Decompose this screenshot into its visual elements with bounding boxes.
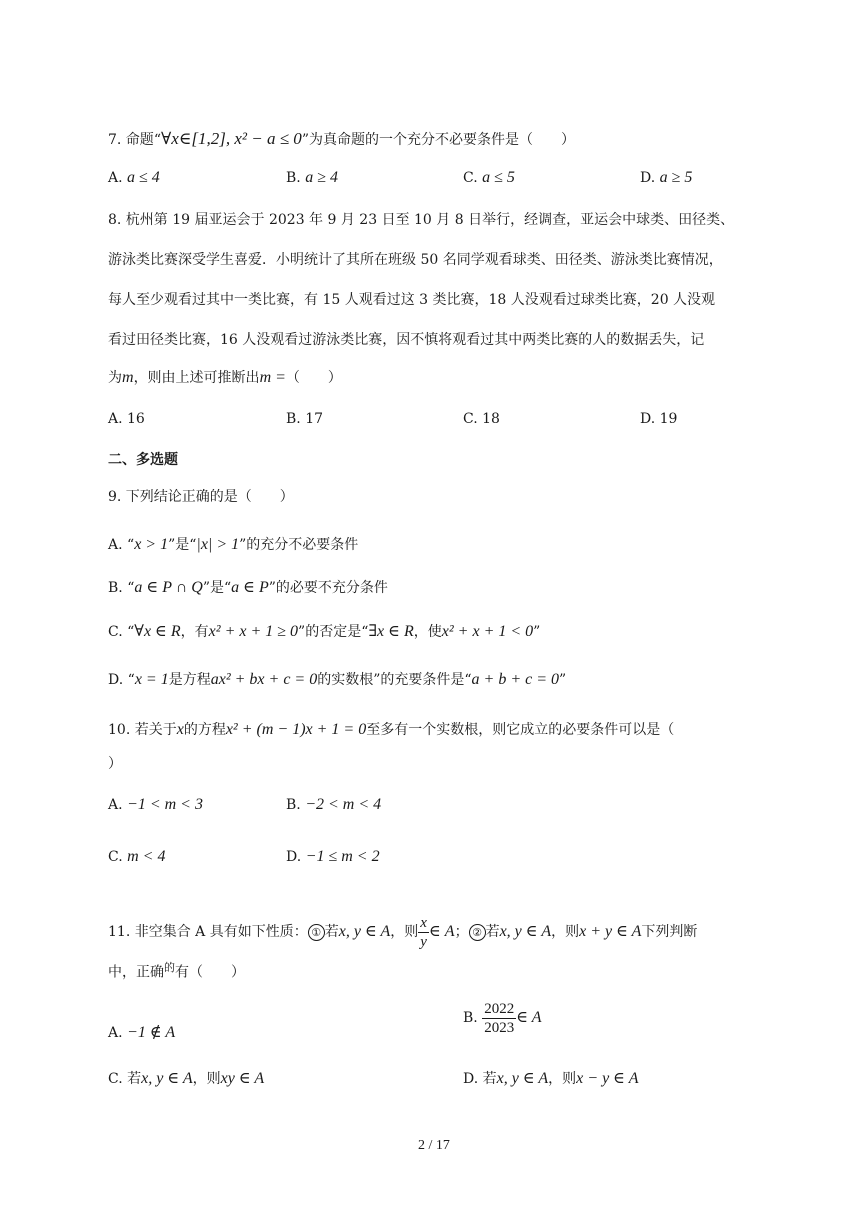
q11-option-d: D. 若x, y ∈ A，则x − y ∈ A [463,1070,639,1087]
q7-math: ∀x∈[1,2], x² − a ≤ 0 [160,129,302,148]
q11-fraction: $\frac{x}{y}$ [420,914,427,950]
q10-option-a: A. −1 < m < 3 [108,796,203,813]
q7-stem: 7. 命题“∀x∈[1,2], x² − a ≤ 0”为真命题的一个充分不必要条件是（ ） [108,129,575,148]
section-title: 二、多选题 [108,452,178,468]
q10-stem: 10. 若关于x的方程x² + (m − 1)x + 1 = 0至多有一个实数根，则它成立的必要条件可以是（ [108,721,675,738]
q7-option-b: B. a ≥ 4 [286,169,338,186]
q9-option-b: B. “a ∈ P ∩ Q”是“a ∈ P”的必要不充分条件 [108,579,388,596]
q9-option-a: A. “x > 1”是“|x| > 1”的充分不必要条件 [108,536,359,553]
q11-option-a: A. −1 ∉ A [108,1024,176,1041]
q8-line-2: 游泳类比赛深受学生喜爱．小明统计了其所在班级 50 名同学观看球类、田径类、游泳类比赛情况， [108,252,723,268]
circled-one-icon: ① [308,924,325,941]
q10-stem-close: ） [108,756,122,772]
q11-option-b: B. $\frac{2022}{2023}$ ∈ A [463,1000,542,1036]
q8-option-d: D. 19 [640,411,678,427]
page-number: 2 / 17 [418,1138,450,1153]
q8-line-1: 8. 杭州第 19 届亚运会于 2023 年 9 月 23 日至 10 月 8 日举行，经调查，亚运会中球类、田径类、 [108,212,735,228]
q11-stem: 11. 非空集合 A 具有如下性质： ① 若x, y ∈ A，则 $\frac{x}{y}$ ∈ A； ② 若x, y ∈ A，则x + y ∈ A下列判断 [108,914,698,950]
q10-option-c: C. m < 4 [108,848,166,865]
q8-line-3: 每人至少观看过其中一类比赛，有 15 人观看过这 3 类比赛，18 人没观看过球类比赛，20 人没观 [108,292,716,308]
q10-option-d: D. −1 ≤ m < 2 [286,848,380,865]
q11-b-fraction: $\frac{2022}{2023}$ [484,1000,515,1036]
q11-option-c: C. 若x, y ∈ A，则xy ∈ A [108,1070,265,1087]
q8-option-b: B. 17 [286,411,324,427]
q7-option-c: C. a ≤ 5 [463,169,515,186]
q11-stem-line-2: 中，正确$^的$有（ ） [108,961,245,981]
q7-option-d: D. a ≥ 5 [640,169,693,186]
q7-option-a: A. a ≤ 4 [108,169,160,186]
q8-option-a: A. 16 [108,411,145,427]
q9-stem: 9. 下列结论正确的是（ ） [108,489,294,505]
q8-line-5: 为m，则由上述可推断出m =（ ） [108,369,342,386]
q9-option-d: D. “x = 1是方程ax² + bx + c = 0的实数根”的充要条件是“a + b + c = 0” [108,671,567,688]
q8-option-c: C. 18 [463,411,500,427]
q9-option-c: C. “∀x ∈ R，有x² + x + 1 ≥ 0”的否定是“∃x ∈ R，使x² + x + 1 < 0” [108,623,541,640]
circled-two-icon: ② [469,924,486,941]
q10-option-b: B. −2 < m < 4 [286,796,382,813]
q8-line-4: 看过田径类比赛，16 人没观看过游泳类比赛，因不慎将观看过其中两类比赛的人的数据丢失，记 [108,332,705,348]
